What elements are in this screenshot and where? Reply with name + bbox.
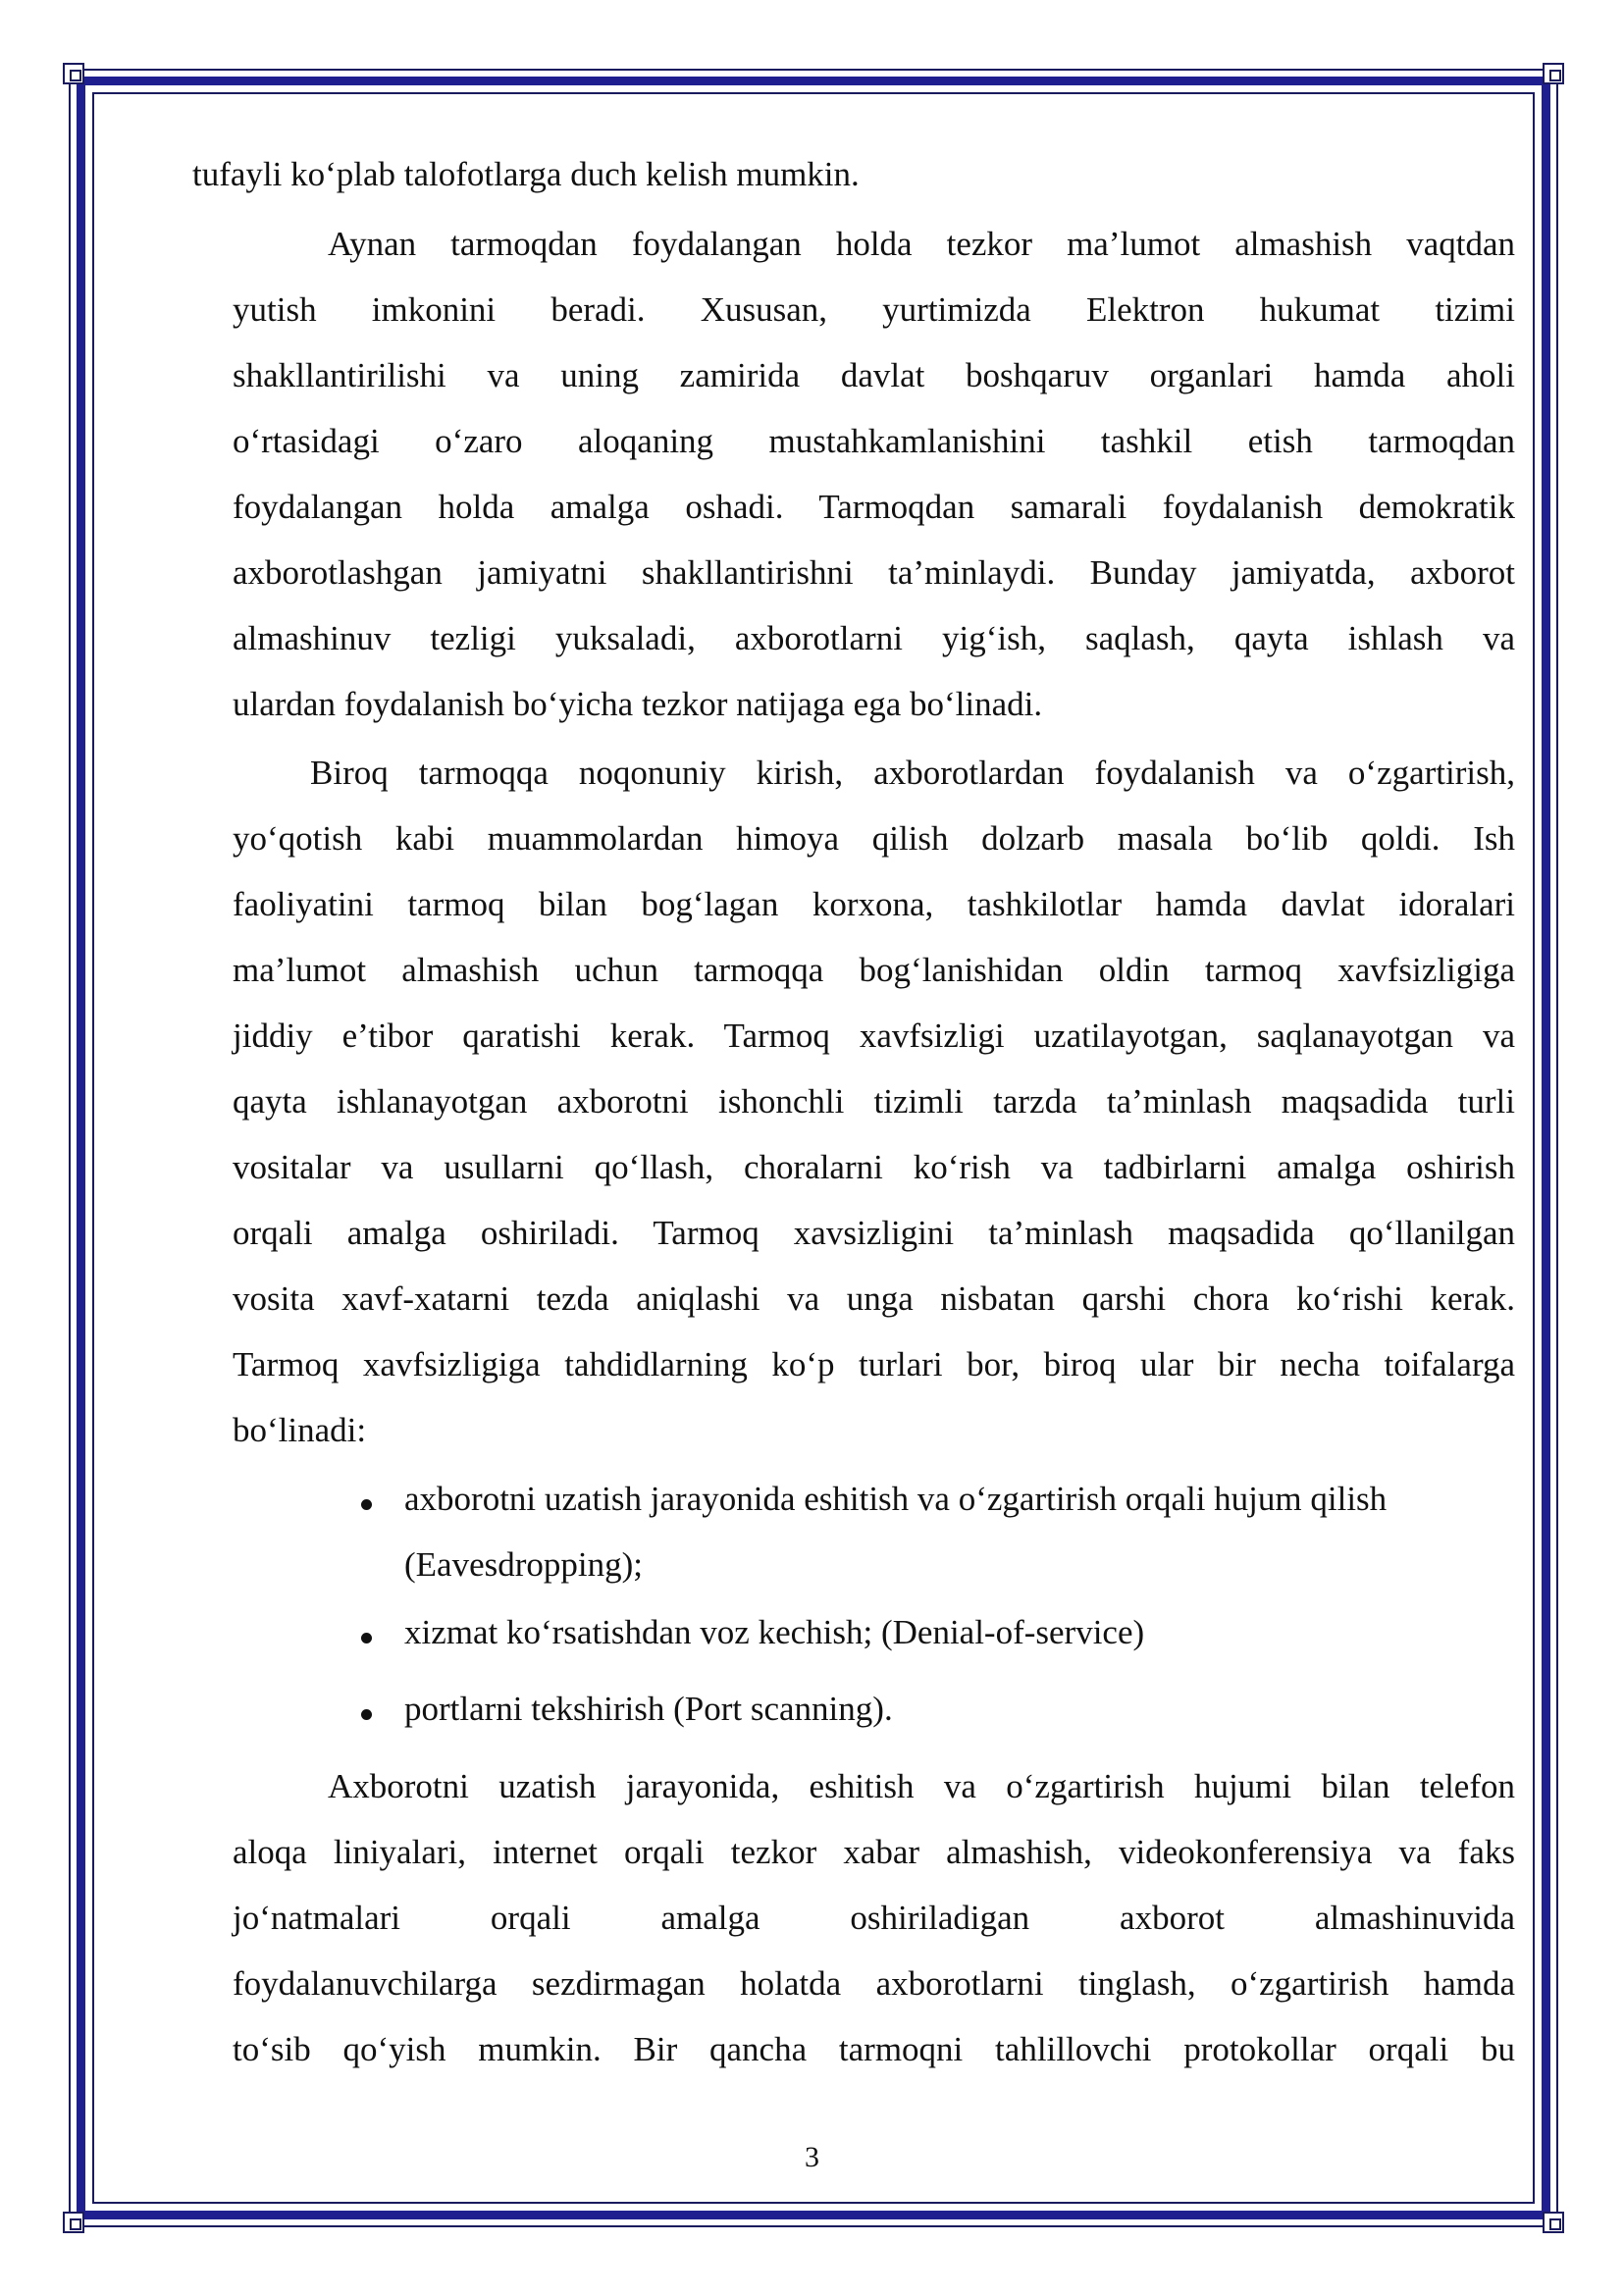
corner-ornament-bottom-left [63, 2212, 84, 2233]
text-line: tufayli ko‘plab talofotlarga duch kelish mumkin. [192, 155, 860, 193]
text-line: jiddiy e’tibor qaratishi kerak. Tarmoq xavfsizligi uzatilayotgan, saqlanayotgan va [233, 1017, 1515, 1055]
text-line: o‘rtasidagi o‘zaro aloqaning mustahkamlanishini tashkil etish tarmoqdan [233, 422, 1515, 460]
text-line: foydalangan holda amalga oshadi. Tarmoqdan samarali foydalanish demokratik [233, 488, 1515, 526]
text-line: shakllantirilishi va uning zamirida davlat boshqaruv organlari hamda aholi [233, 356, 1515, 394]
text-line: aloqa liniyalari, internet orqali tezkor xabar almashish, videokonferensiya va faks [233, 1833, 1515, 1871]
page-number: 3 [805, 2141, 819, 2173]
corner-ornament-bottom-right [1543, 2212, 1564, 2233]
text-line: jo‘natmalari orqali amalga oshiriladigan axborot almashinuvida [233, 1899, 1515, 1937]
text-line: foydalanuvchilarga sezdirmagan holatda axborotlarni tinglash, o‘zgartirish hamda [233, 1964, 1515, 2003]
text-line: ma’lumot almashish uchun tarmoqqa bog‘lanishidan oldin tarmoq xavfsizligiga [233, 951, 1515, 989]
paragraph-first-line: Biroq tarmoqqa noqonuniy kirish, axborotlardan foydalanish va o‘zgartirish, [310, 754, 1515, 792]
bullet-item-text: portlarni tekshirish (Port scanning). [404, 1690, 893, 1728]
corner-ornament-top-right [1543, 63, 1564, 84]
paragraph-first-line: Aynan tarmoqdan foydalangan holda tezkor ma’lumot almashish vaqtdan [328, 225, 1515, 263]
text-line: qayta ishlanayotgan axborotni ishonchli tizimli tarzda ta’minlash maqsadida turli [233, 1082, 1515, 1121]
text-line: faoliyatini tarmoq bilan bog‘lagan korxona, tashkilotlar hamda davlat idoralari [233, 885, 1515, 923]
text-line: orqali amalga oshiriladi. Tarmoq xavsizligini ta’minlash maqsadida qo‘llanilgan [233, 1214, 1515, 1252]
text-line: axborotlashgan jamiyatni shakllantirishni ta’minlaydi. Bunday jamiyatda, axborot [233, 553, 1515, 592]
text-line: vositalar va usullarni qo‘llash, choralarni ko‘rish va tadbirlarni amalga oshirish [233, 1148, 1515, 1186]
bullet-item-text: xizmat ko‘rsatishdan voz kechish; (Denial-of-service) [404, 1613, 1145, 1651]
bullet-icon [361, 1709, 372, 1720]
text-line: Tarmoq xavfsizligiga tahdidlarning ko‘p turlari bor, biroq ular bir necha toifalarga [233, 1345, 1515, 1383]
text-line: almashinuv tezligi yuksaladi, axborotlarni yig‘ish, saqlash, qayta ishlash va [233, 619, 1515, 657]
bullet-icon [361, 1499, 372, 1510]
text-line: ulardan foydalanish bo‘yicha tezkor natijaga ega bo‘linadi. [233, 685, 1043, 723]
text-line: vosita xavf-xatarni tezda aniqlashi va unga nisbatan qarshi chora ko‘rishi kerak. [233, 1279, 1515, 1318]
bullet-icon [361, 1633, 372, 1643]
corner-ornament-top-left [63, 63, 84, 84]
text-line: bo‘linadi: [233, 1411, 367, 1449]
text-line: yutish imkonini beradi. Xususan, yurtimizda Elektron hukumat tizimi [233, 290, 1515, 329]
paragraph-first-line: Axborotni uzatish jarayonida, eshitish va o‘zgartirish hujumi bilan telefon [328, 1767, 1515, 1805]
text-line: to‘sib qo‘yish mumkin. Bir qancha tarmoqni tahlillovchi protokollar orqali bu [233, 2030, 1515, 2068]
bullet-item-text: axborotni uzatish jarayonida eshitish va o‘zgartirish orqali hujum qilish [404, 1480, 1388, 1518]
bullet-item-continuation: (Eavesdropping); [404, 1545, 643, 1584]
text-line: yo‘qotish kabi muammolardan himoya qilish dolzarb masala bo‘lib qoldi. Ish [233, 819, 1515, 858]
